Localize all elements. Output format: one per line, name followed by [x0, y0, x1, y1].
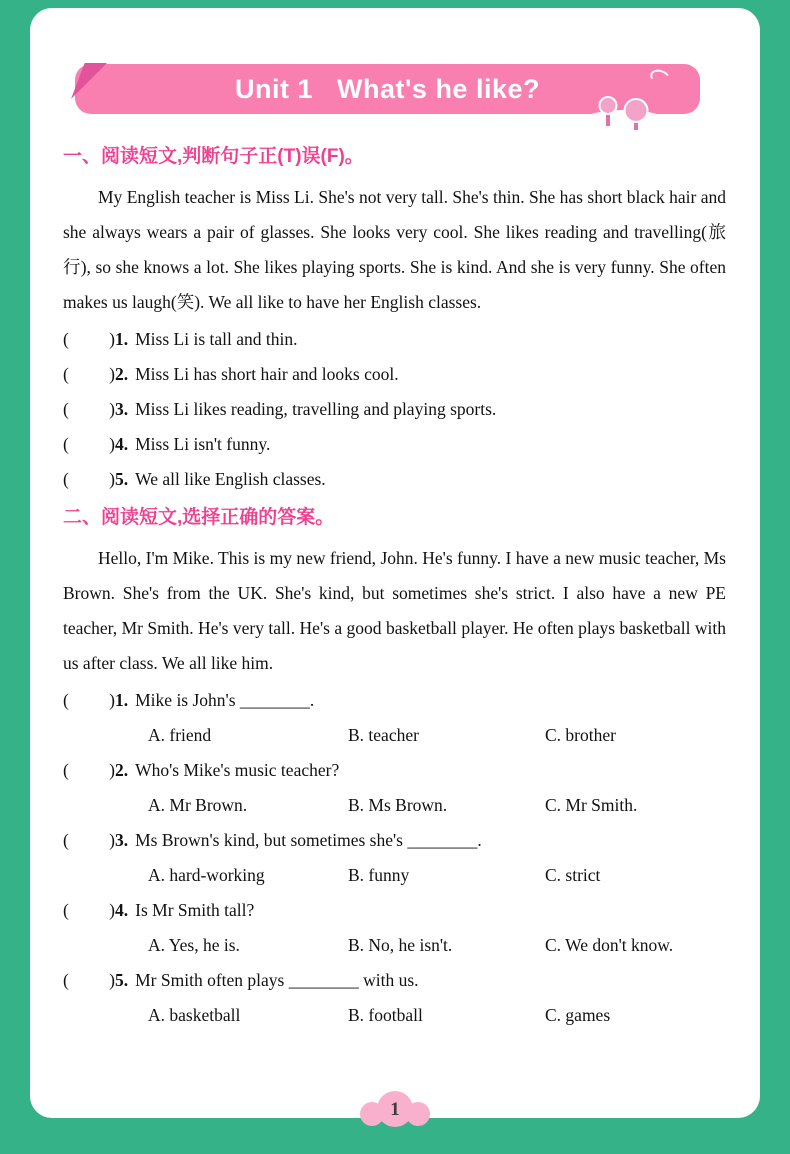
page-content — [30, 8, 760, 1033]
item-number: 1. — [115, 329, 129, 349]
question — [63, 893, 726, 963]
paren-open: ( — [63, 469, 69, 489]
question — [63, 823, 726, 893]
true-false-item — [63, 392, 726, 427]
answer-slot — [63, 893, 115, 928]
answer-slot — [63, 322, 115, 357]
tree-canopy — [624, 98, 649, 123]
question-text: Mr Smith often plays ________ with us. — [135, 970, 419, 990]
options-row — [148, 928, 726, 963]
banner-decoration — [558, 78, 678, 130]
paren-open: ( — [63, 329, 69, 349]
question-number: 3. — [115, 830, 129, 850]
question-line — [63, 753, 726, 788]
answer-slot — [63, 683, 115, 718]
question-line — [63, 683, 726, 718]
question — [63, 683, 726, 753]
option-b: B. funny — [348, 865, 410, 885]
paren-close: ) — [109, 364, 115, 384]
paren-open: ( — [63, 690, 69, 710]
question — [63, 963, 726, 1033]
paren-close: ) — [109, 399, 115, 419]
question-number: 5. — [115, 970, 129, 990]
item-text: Miss Li is tall and thin. — [135, 329, 298, 349]
answer-slot — [63, 462, 115, 497]
unit-title: Unit 1 What's he like? — [235, 73, 540, 104]
paren-close: ) — [109, 830, 115, 850]
option-a: A. Yes, he is. — [148, 935, 240, 955]
item-number: 5. — [115, 469, 129, 489]
option-b: B. teacher — [348, 725, 419, 745]
answer-slot — [63, 963, 115, 998]
question-text: Mike is John's ________. — [135, 690, 315, 710]
paren-close: ) — [109, 970, 115, 990]
options-row — [148, 718, 726, 753]
paren-close: ) — [109, 434, 115, 454]
option-b: B. No, he isn't. — [348, 935, 453, 955]
option-c: C. Mr Smith. — [545, 795, 638, 815]
tree-canopy — [599, 96, 618, 115]
reading-passage-1: My English teacher is Miss Li. She's not very tall. She's thin. She has short black hair and she always wears a pair of glasses. She looks very cool. She likes reading and travelling(旅行), so she knows a lot. She likes playing sports. She is kind. And she is very funny. She often makes us laugh(笑). We all like to have her English classes. — [63, 187, 726, 312]
item-number: 2. — [115, 364, 129, 384]
answer-slot — [63, 357, 115, 392]
tree-icon — [596, 96, 620, 132]
option-a: A. hard-working — [148, 865, 265, 885]
question-number: 2. — [115, 760, 129, 780]
paren-open: ( — [63, 900, 69, 920]
answer-slot — [63, 392, 115, 427]
paren-open: ( — [63, 830, 69, 850]
paren-open: ( — [63, 970, 69, 990]
tree-icon — [624, 98, 648, 134]
question — [63, 753, 726, 823]
multiple-choice-list — [63, 683, 726, 1033]
paren-close: ) — [109, 469, 115, 489]
option-c: C. strict — [545, 865, 601, 885]
section-2-heading: 二、阅读短文,选择正确的答案。 — [63, 507, 335, 528]
item-text: Miss Li isn't funny. — [135, 434, 271, 454]
option-a: A. friend — [148, 725, 212, 745]
breeze-icon — [648, 67, 671, 86]
unit-banner — [75, 64, 700, 114]
true-false-item — [63, 462, 726, 497]
option-a: A. basketball — [148, 1005, 241, 1025]
options-row — [148, 858, 726, 893]
section-1-heading: 一、阅读短文,判断句子正(T)误(F)。 — [63, 146, 364, 167]
option-c: C. games — [545, 1005, 611, 1025]
paren-open: ( — [63, 399, 69, 419]
answer-slot — [63, 427, 115, 462]
paren-close: ) — [109, 690, 115, 710]
reading-passage-2: Hello, I'm Mike. This is my new friend, John. He's funny. I have a new music teacher, Ms Brown. She's from the UK. She's kind, but sometimes she's strict. I also have a new PE teacher, Mr Smith. He's very tall. He's a good basketball player. He often plays basketball with us after class. We all like him. — [63, 548, 726, 673]
true-false-item — [63, 427, 726, 462]
tree-trunk — [606, 114, 610, 126]
item-text: Miss Li likes reading, travelling and playing sports. — [135, 399, 497, 419]
page-sheet — [30, 8, 760, 1118]
item-number: 3. — [115, 399, 129, 419]
paren-close: ) — [109, 900, 115, 920]
page-number: 1 — [390, 1099, 400, 1120]
paren-close: ) — [109, 760, 115, 780]
item-number: 4. — [115, 434, 129, 454]
item-text: Miss Li has short hair and looks cool. — [135, 364, 399, 384]
option-c: C. We don't know. — [545, 935, 674, 955]
options-row — [148, 998, 726, 1033]
options-row — [148, 788, 726, 823]
page-number-badge — [360, 1091, 430, 1129]
true-false-item — [63, 357, 726, 392]
answer-slot — [63, 753, 115, 788]
question-line — [63, 893, 726, 928]
option-b: B. Ms Brown. — [348, 795, 448, 815]
paren-open: ( — [63, 364, 69, 384]
true-false-list — [63, 322, 726, 497]
paren-open: ( — [63, 434, 69, 454]
paren-open: ( — [63, 760, 69, 780]
paren-close: ) — [109, 329, 115, 349]
question-text: Is Mr Smith tall? — [135, 900, 255, 920]
answer-slot — [63, 823, 115, 858]
question-number: 1. — [115, 690, 129, 710]
question-line — [63, 823, 726, 858]
question-text: Ms Brown's kind, but sometimes she's ________. — [135, 830, 482, 850]
question-text: Who's Mike's music teacher? — [135, 760, 340, 780]
option-c: C. brother — [545, 725, 616, 745]
option-a: A. Mr Brown. — [148, 795, 248, 815]
question-line — [63, 963, 726, 998]
true-false-item — [63, 322, 726, 357]
question-number: 4. — [115, 900, 129, 920]
item-text: We all like English classes. — [135, 469, 326, 489]
option-b: B. football — [348, 1005, 423, 1025]
